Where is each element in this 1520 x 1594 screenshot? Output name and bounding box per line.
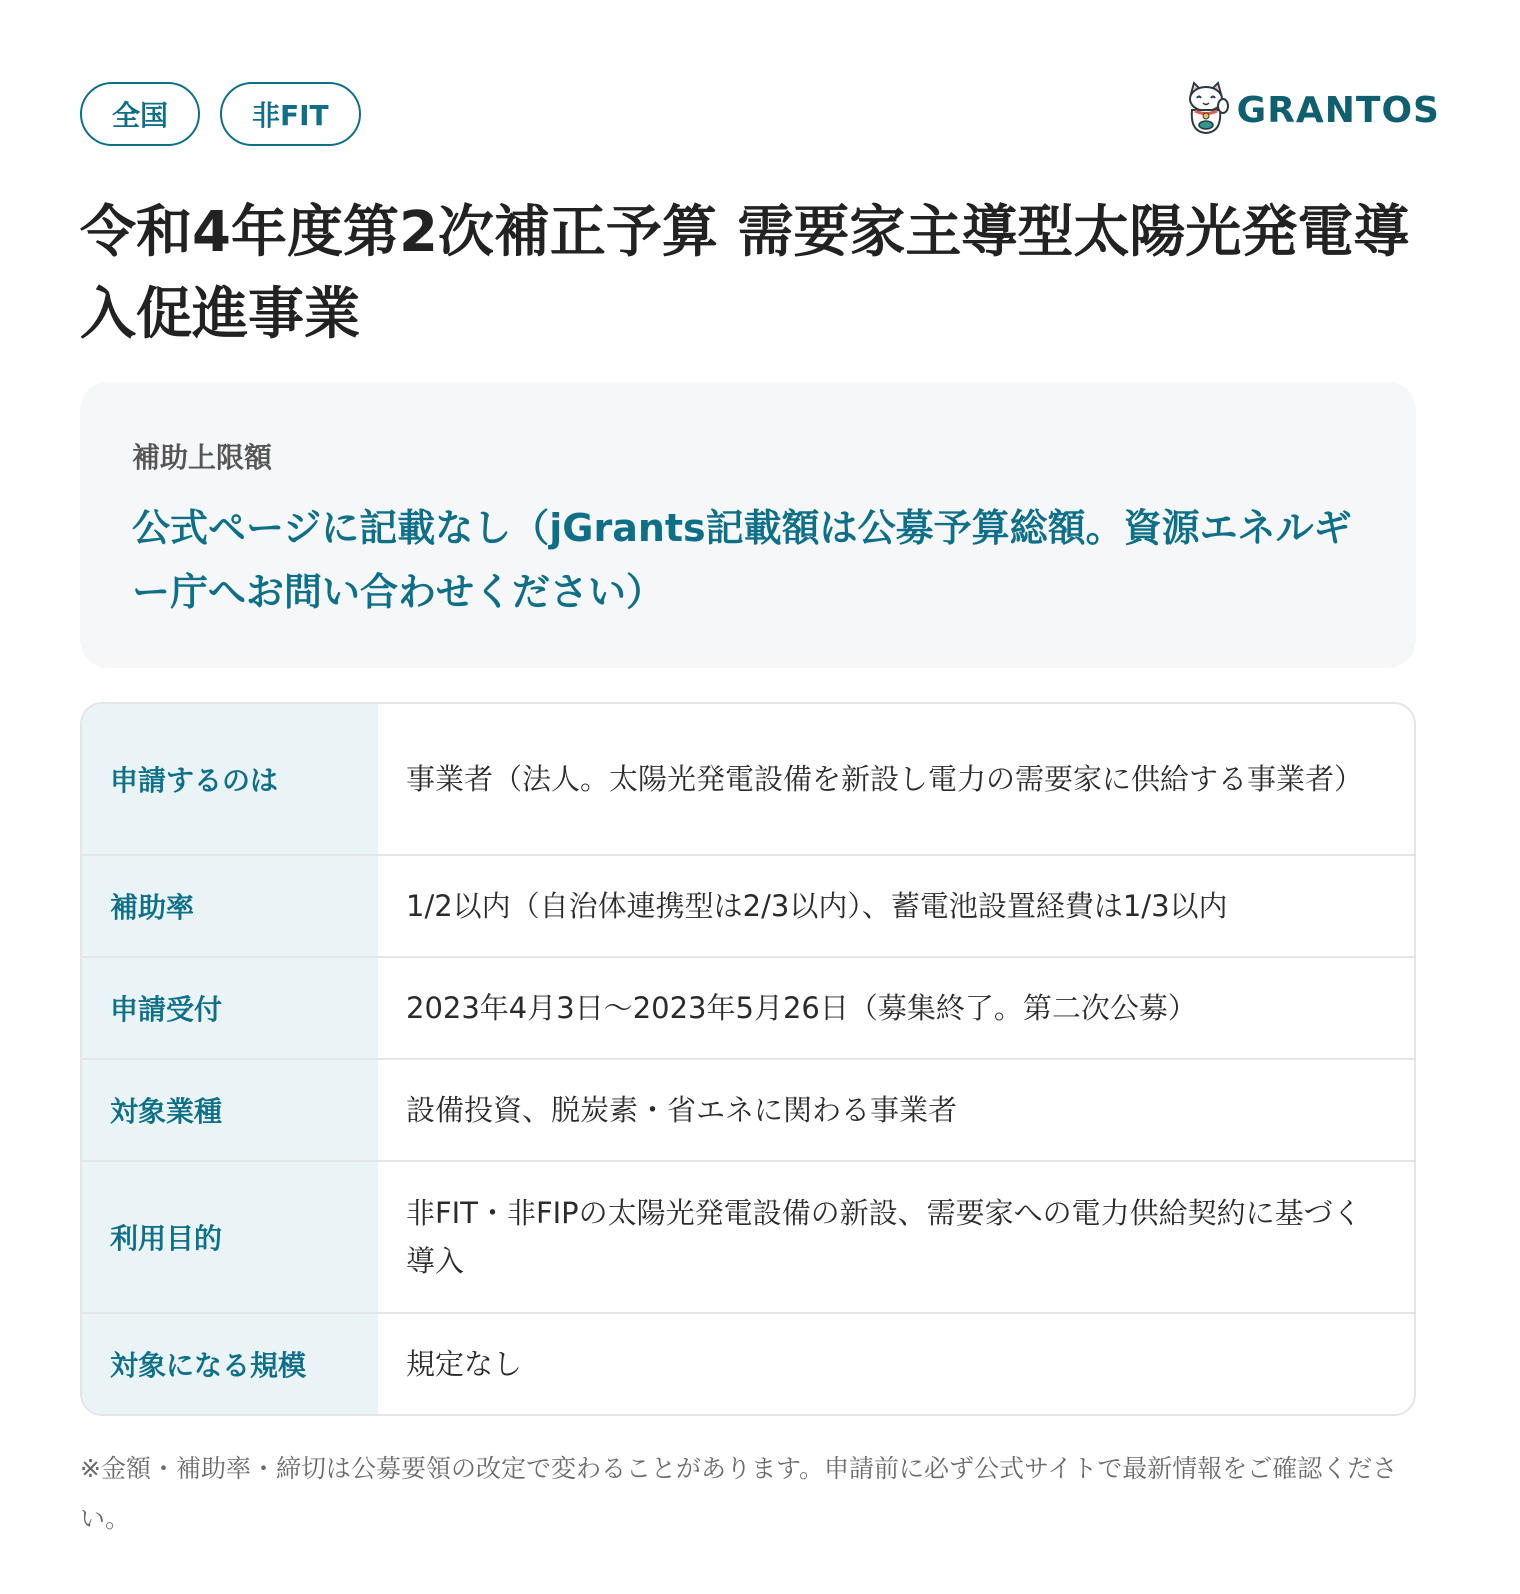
row-label-rate: 補助率: [82, 856, 378, 956]
table-row: [82, 1058, 1414, 1160]
row-value-period: 2023年4月3日～2023年5月26日（募集終了。第二次公募）: [406, 991, 1197, 1025]
row-label-period: 申請受付: [82, 958, 378, 1058]
row-value-rate: 1/2以内（自治体連携型は2/3以内）、蓄電池設置経費は1/3以内: [406, 889, 1228, 923]
footnote: ※金額・補助率・締切は公募要領の改定で変わることがあります。申請前に必ず公式サイトで最新情報をご確認ください。: [80, 1454, 1398, 1533]
tag-region: 全国: [80, 82, 200, 146]
table-row: [82, 704, 1414, 854]
tag-list: [80, 82, 361, 146]
table-row: [82, 1160, 1414, 1312]
info-table: [80, 702, 1416, 1416]
row-value-industry: 設備投資、脱炭素・省エネに関わる事業者: [406, 1093, 958, 1127]
amount-value: 公式ページに記載なし（jGrants記載額は公募予算総額。資源エネルギー庁へお問い合わせください）: [132, 506, 1352, 614]
row-value-scale: 規定なし: [406, 1347, 523, 1381]
row-label-scale: 対象になる規模: [82, 1314, 378, 1414]
maneki-neko-cat-icon: [1183, 80, 1229, 140]
logo: [1183, 80, 1440, 140]
row-value-applicant: 事業者（法人。太陽光発電設備を新設し電力の需要家に供給する事業者）: [406, 762, 1364, 796]
table-row: [82, 854, 1414, 956]
subsidy-amount-box: [80, 382, 1416, 668]
amount-label: 補助上限額: [132, 441, 273, 474]
table-row: [82, 1312, 1414, 1414]
tag-category: 非FIT: [220, 82, 361, 146]
table-row: [82, 956, 1414, 1058]
row-label-industry: 対象業種: [82, 1060, 378, 1160]
logo-text: GRANTOS: [1236, 89, 1440, 131]
page-title: 令和4年度第2次補正予算 需要家主導型太陽光発電導入促進事業: [80, 200, 1410, 347]
row-value-purpose: 非FIT・非FIPの太陽光発電設備の新設、需要家への電力供給契約に基づく導入: [406, 1196, 1362, 1278]
row-label-applicant: 申請するのは: [82, 704, 378, 854]
header: [80, 80, 1440, 148]
row-label-purpose: 利用目的: [82, 1162, 378, 1312]
